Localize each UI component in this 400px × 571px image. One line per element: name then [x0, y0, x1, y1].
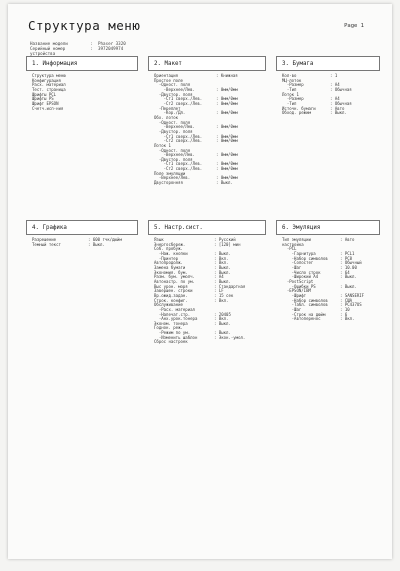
separator: : — [340, 283, 345, 289]
separator: : — [88, 237, 93, 242]
menu-entry-key: Расх. материал — [32, 82, 66, 88]
separator: : — [340, 306, 345, 312]
separator: : — [214, 297, 219, 303]
menu-entry — [282, 111, 376, 116]
menu-entry-value: 0мм/0мм — [220, 152, 238, 158]
section-emulation — [276, 220, 380, 322]
separator: : — [216, 180, 221, 186]
menu-entry-key: -Автоперенос — [282, 316, 321, 322]
menu-entry-key: Лоток 1 — [282, 91, 299, 97]
menu-entry-value: PCL1 — [344, 250, 355, 256]
menu-entry-key: Темный текст — [32, 241, 61, 247]
menu-entry-value: A4 — [218, 274, 224, 280]
separator: : — [340, 316, 345, 322]
separator: : — [214, 255, 219, 261]
menu-entry-value: Вкл. — [218, 255, 229, 261]
menu-entry-key: Выс урон. моря — [154, 283, 188, 289]
menu-entry-key: -Шаг — [282, 264, 302, 270]
separator: : — [340, 237, 345, 242]
separator: : — [216, 161, 221, 167]
separator: : — [214, 260, 219, 266]
separator: : — [340, 250, 345, 256]
menu-entry-key: Структура меню — [32, 73, 66, 78]
menu-entry — [154, 181, 262, 186]
menu-entry-value: 0мм/0мм — [220, 161, 238, 167]
menu-entry-value: 0мм/0мм — [220, 110, 238, 116]
menu-entry-key: -Наж. кнопки — [154, 250, 188, 256]
menu-entry-key: Обх. лоток — [154, 114, 179, 120]
separator: : — [90, 41, 93, 46]
menu-entry-key: -Верхнее/Лев. — [154, 152, 195, 158]
menu-entry-key: -PostScript — [282, 278, 314, 284]
menu-entry-key: Автопродолж. — [154, 260, 183, 266]
menu-entry-key: Соб. пробуж. — [154, 246, 183, 252]
page-number: Page 1 — [344, 23, 364, 29]
separator: : — [330, 100, 335, 106]
separator: : — [214, 269, 219, 275]
separator: : — [214, 320, 219, 326]
menu-entry-value: Русский — [218, 237, 236, 242]
section-heading: 2. Макет — [148, 56, 266, 71]
menu-entry-key: Счетч.исп-ния — [32, 105, 64, 111]
menu-entry-key: -Широкий A4 — [282, 274, 319, 280]
menu-entry-value: Авто — [344, 237, 355, 242]
menu-entry-key: -Одност. поля — [154, 82, 191, 88]
separator: : — [340, 297, 345, 303]
menu-entry-key: Язык — [154, 237, 164, 242]
menu-entry-key: -Верхнее/Лев. — [154, 86, 195, 92]
menu-entry-value: Выкл. — [334, 110, 347, 116]
menu-entry-value: 0мм/0мм — [220, 133, 238, 139]
menu-entry-key: -EPSON/IBM — [282, 288, 311, 294]
menu-entry-key: Конфигурация — [32, 77, 61, 83]
section-body — [26, 71, 138, 111]
device-info-key: Серийный номер устройства — [30, 46, 66, 57]
menu-entry-key: -Тип — [282, 100, 297, 106]
menu-entry-key: Энергосбереж. — [154, 241, 186, 247]
menu-entry-value: 0мм/0мм — [220, 138, 238, 144]
separator: : — [214, 311, 219, 317]
separator: : — [214, 274, 219, 280]
menu-entry-value: Книжная — [220, 73, 238, 78]
menu-entry-key: -Одност. поля — [154, 119, 191, 125]
menu-entry-key: -Режим по ум. — [154, 330, 191, 336]
menu-entry-value: Обычный — [344, 260, 362, 266]
separator: : — [214, 237, 219, 242]
menu-entry-key: -Ст1 сверх./Лев. — [154, 96, 203, 102]
separator: : — [216, 110, 221, 116]
separator: : — [214, 334, 219, 340]
menu-entry-key: -Напечат.стр. — [154, 311, 191, 317]
menu-entry-key: -Ст2 сверх./Лев. — [154, 138, 203, 144]
menu-entry-key: -Анх.урок.тонера — [154, 316, 198, 322]
menu-entry-value: Выкл. — [218, 264, 231, 270]
separator: : — [330, 82, 335, 88]
separator: : — [216, 175, 221, 181]
menu-entry-value: 0мм/0мм — [220, 124, 238, 130]
menu-entry-value: 0мм/0мм — [220, 86, 238, 92]
separator: : — [340, 269, 345, 275]
menu-entry-value: Обычная — [334, 100, 352, 106]
menu-entry-value: Выкл. — [344, 274, 357, 280]
separator: : — [216, 86, 221, 92]
device-info-key: Название модели — [30, 41, 68, 46]
menu-entry-value: Выкл. — [220, 180, 233, 186]
separator: : — [340, 264, 345, 270]
menu-entry-key: -Двустор. поля — [154, 128, 193, 134]
menu-entry-value: PC437US — [344, 302, 362, 308]
menu-entry-value: A4 — [334, 82, 340, 88]
document-page — [8, 4, 392, 559]
menu-entry-value: 0мм/0мм — [220, 166, 238, 172]
menu-entry-value: Авто — [334, 105, 345, 111]
menu-entry-value: Выкл. — [218, 330, 231, 336]
menu-entry — [154, 340, 262, 345]
section-body — [148, 235, 266, 345]
separator: : — [340, 274, 345, 280]
menu-entry-value: Стандартная — [218, 283, 246, 289]
menu-entry-value: США — [344, 297, 353, 303]
menu-entry-key: Разрешение — [32, 237, 57, 242]
separator: : — [340, 255, 345, 261]
menu-entry-value: 0мм/0мм — [220, 100, 238, 106]
separator: : — [214, 288, 219, 294]
menu-entry-key: Кол-во — [282, 73, 297, 78]
separator: : — [214, 278, 219, 284]
section-heading: 3. Бумага — [276, 56, 380, 71]
section-information — [26, 56, 138, 111]
section-body — [148, 71, 266, 186]
section-body — [276, 235, 380, 322]
menu-entry-value: Вкл. — [218, 316, 229, 322]
device-info-value: 3972049974 — [98, 46, 124, 52]
separator: : — [340, 311, 345, 317]
menu-entry-value: Вкл. — [344, 316, 355, 322]
menu-entry-key: Простое поле — [154, 77, 183, 83]
menu-entry-key: Лоток 1 — [154, 142, 171, 148]
menu-entry-key: Разм. бум. умолч. — [154, 274, 195, 280]
menu-entry-key: Сброс настроек — [154, 339, 188, 345]
device-info — [30, 41, 126, 57]
menu-entry-key: -Ст1 сверх./Лев. — [154, 133, 203, 139]
menu-entry-key: -Набор символов — [282, 255, 328, 261]
menu-entry-key: Замена бумаги — [154, 264, 186, 270]
menu-entry-key: МЦ-лоток — [282, 77, 302, 83]
menu-entry-key: Годнон. реж. — [154, 325, 183, 331]
separator: : — [216, 73, 221, 78]
separator: : — [216, 133, 221, 139]
menu-entry-value: SANSERIF — [344, 292, 365, 298]
menu-entry-value: Экон.-умол. — [218, 334, 246, 340]
separator: : — [340, 292, 345, 298]
menu-entry-key: Экономия. бум. — [154, 269, 188, 275]
separator: : — [214, 264, 219, 270]
menu-entry-value: Вкл. — [218, 260, 229, 266]
separator: : — [330, 96, 335, 102]
menu-entry-key: Обход. режим — [282, 110, 311, 116]
menu-entry-value: 10 — [344, 306, 350, 312]
separator: : — [214, 330, 219, 336]
separator: : — [216, 100, 221, 106]
menu-entry-value: PC8 — [344, 255, 353, 261]
menu-entry-value: Выкл. — [218, 269, 231, 275]
menu-entry-value: 20405 — [218, 311, 231, 317]
menu-entry-value: Выкл. — [218, 278, 231, 284]
menu-entry-key: Эконом. тонера — [154, 320, 188, 326]
menu-entry-key: -Переплет — [154, 105, 181, 111]
menu-entry-key: Завершен. строки — [154, 288, 193, 294]
separator: : — [340, 302, 345, 308]
menu-entry-key: -Ст1 сверх./Лев. — [154, 161, 203, 167]
menu-entry-value: Обычная — [334, 86, 352, 92]
separator: : — [330, 110, 335, 116]
menu-entry-key: -Табл. символов — [282, 302, 328, 308]
section-heading: 6. Эмуляция — [276, 220, 380, 235]
separator: : — [214, 241, 219, 247]
menu-entry-key: -PCL — [282, 246, 297, 252]
menu-entry-key: -Гарнитура — [282, 250, 316, 256]
separator: : — [88, 241, 93, 247]
menu-entry-value: Выкл. — [218, 320, 231, 326]
menu-entry-key: Шрифты PS — [32, 96, 54, 102]
menu-entry-key: -Кор./Дл. — [154, 110, 186, 116]
menu-entry-value: Выкл. — [344, 283, 357, 289]
section-graphics — [26, 220, 138, 247]
menu-entry-value: Выкл. — [92, 241, 105, 247]
separator: : — [330, 73, 335, 78]
menu-entry-key: -Cопостег — [282, 260, 314, 266]
menu-entry-key: -Двустор. поля — [154, 91, 193, 97]
menu-entry-value: 0мм/0мм — [220, 96, 238, 102]
menu-entry-key: -Изменить шаблон — [154, 334, 198, 340]
separator: : — [330, 86, 335, 92]
separator: : — [214, 316, 219, 322]
menu-entry-key: Обслуживание — [154, 302, 183, 308]
menu-entry-value: 15 сек — [218, 292, 234, 298]
menu-entry-key: Шрифт EPSON — [32, 100, 59, 106]
menu-entry-value: Вкл. — [218, 297, 229, 303]
menu-entry-value: Выкл. — [218, 250, 231, 256]
menu-entry-key: Источн. бумаги — [282, 105, 316, 111]
menu-entry-key: -Шаг — [282, 306, 302, 312]
menu-entry-key: -Шрифт — [282, 292, 307, 298]
page-title: Структура меню — [28, 18, 141, 33]
section-layout — [148, 56, 266, 186]
menu-entry-key: Ориентация — [154, 73, 179, 78]
menu-entry-key: -Размер — [282, 96, 304, 102]
separator: : — [340, 260, 345, 266]
section-body — [26, 235, 138, 247]
menu-entry-key: Поле эмуляции — [154, 170, 186, 176]
menu-entry-key: -Ст2 сверх./Лев. — [154, 166, 203, 172]
menu-entry — [282, 317, 376, 322]
separator: : — [330, 105, 335, 111]
menu-entry-key: Тип эмуляции — [282, 237, 311, 242]
section-system-setup — [148, 220, 266, 345]
section-heading: 5. Настр.сист. — [148, 220, 266, 235]
menu-entry-value: 64 — [344, 269, 350, 275]
menu-entry-value: 1 — [334, 73, 338, 78]
menu-entry-key: -Одност. поля — [154, 147, 191, 153]
separator: : — [216, 166, 221, 172]
menu-entry-value: [120] мин — [218, 241, 241, 247]
menu-entry-key: -Ошибки PS — [282, 283, 316, 289]
menu-entry-key: -Набор символов — [282, 297, 328, 303]
menu-entry-value: A4 — [334, 96, 340, 102]
menu-entry-key: Автонастр. по ум. — [154, 278, 195, 284]
menu-entry-key: Вр.ожид.задан. — [154, 292, 188, 298]
menu-entry-key: -Верхнее/Лев. — [154, 175, 191, 181]
separator: : — [216, 152, 221, 158]
menu-entry-key: Строк. конфиг. — [154, 297, 188, 303]
separator: : — [216, 96, 221, 102]
section-heading: 1. Информация — [26, 56, 138, 71]
menu-entry-key: -Строк на дюйм — [282, 311, 326, 317]
section-paper — [276, 56, 380, 116]
separator: : — [214, 283, 219, 289]
menu-entry-value: 10.00 — [344, 264, 357, 270]
menu-entry-key: -Тип — [282, 86, 297, 92]
menu-entry-key: -Верхнее/Лев. — [154, 124, 195, 130]
menu-entry-key: -Ст2 сверх./Лев. — [154, 100, 203, 106]
menu-entry-value: 600 тчк/дюйм — [92, 237, 122, 242]
menu-entry-value: LF — [218, 288, 224, 294]
separator: : — [216, 124, 221, 130]
menu-entry-key: Тест. страница — [32, 86, 66, 92]
menu-entry — [32, 107, 134, 112]
menu-entry-key: -Размер — [282, 82, 304, 88]
separator: : — [214, 292, 219, 298]
menu-entry-key: -Число строк — [282, 269, 321, 275]
menu-entry-key: -Принтер — [154, 255, 179, 261]
separator: : — [214, 250, 219, 256]
section-body — [276, 71, 380, 116]
separator: : — [90, 46, 93, 52]
menu-entry — [32, 243, 134, 248]
menu-entry-key: Шрифты PCL — [32, 91, 57, 97]
separator: : — [216, 138, 221, 144]
menu-entry-key: -Расх. материал — [154, 306, 195, 312]
menu-entry-key: настройка — [282, 241, 304, 247]
menu-entry-value: 6 — [344, 311, 348, 317]
menu-entry-key: -Двустор. поля — [154, 156, 193, 162]
menu-entry-value: 0мм/0мм — [220, 175, 238, 181]
section-heading: 4. Графика — [26, 220, 138, 235]
menu-entry-key: Двусторонняя — [154, 180, 183, 186]
device-info-value: Phaser 3320 — [98, 41, 126, 46]
